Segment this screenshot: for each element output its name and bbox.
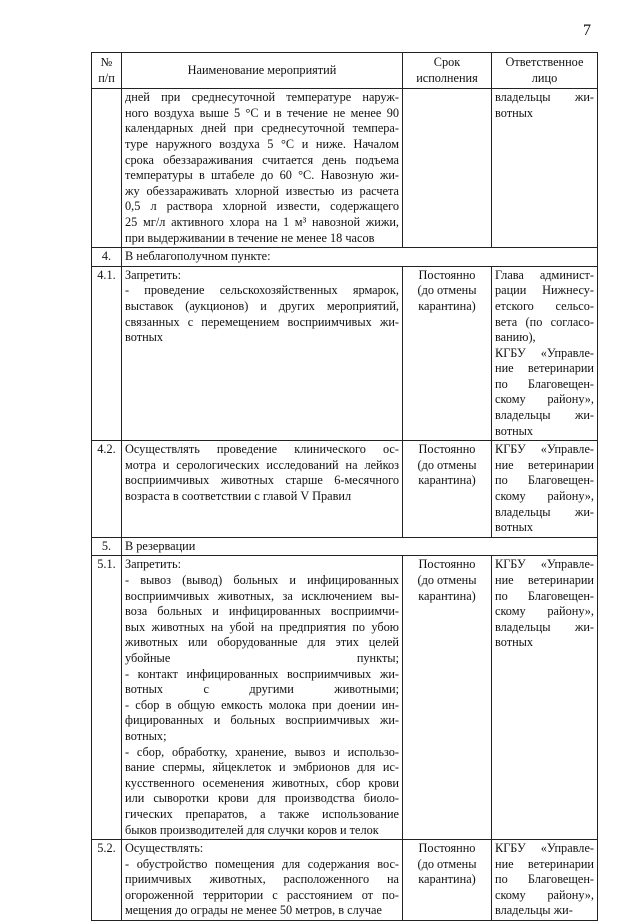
text-line: по Благовещен- [495, 376, 594, 391]
text-line: скому району», [495, 392, 594, 407]
continuation-term [403, 89, 492, 248]
text-line: скому району», [495, 887, 594, 902]
text-line: 0,5 л раствора хлорной извести, содержащего [125, 199, 399, 214]
text-line: скому району», [495, 489, 594, 504]
text-line: (до отмены [417, 283, 477, 298]
text-line: убойные пункты; [125, 650, 399, 665]
table-body [92, 89, 598, 921]
row-term [403, 266, 492, 441]
header-name: Наименование мероприятий [122, 53, 403, 89]
text-line: или сыворотки крови для производства биоло- [125, 791, 399, 806]
text-line: вотных [495, 520, 534, 535]
text-line: - вывоз (вывод) больных и инфицированных [125, 573, 399, 587]
continuation-num [92, 89, 122, 248]
text-line: - проведение сельскохозяйственных ярмарок, [125, 283, 399, 298]
text-line: - контакт инфицированных восприимчивых жи- [125, 666, 399, 681]
text-line: вотных [495, 635, 534, 650]
text-line: ние ветеринарии [495, 573, 594, 587]
header-term: Срок исполнения [403, 53, 492, 89]
text-line: кусственного осеменения животных, сбор крови [125, 775, 399, 790]
text-line: вета (по согласо- [495, 314, 594, 329]
text-line: мотра и серологических исследований на лейкоз [125, 457, 399, 472]
text-line: Постоянно [418, 267, 476, 282]
text-line: календарных дней при среднесуточной темпера- [125, 121, 399, 136]
text-line: 25 мг/л активного хлора на 1 м³ навозной жижи, [125, 214, 399, 229]
text-line: - сбор в общую емкость молока при доении ин- [125, 697, 399, 712]
text-line: (до отмены [417, 457, 477, 472]
page-number: 7 [583, 22, 591, 39]
section-row [92, 248, 598, 267]
text-line: Постоянно [418, 442, 476, 457]
row-measure [122, 266, 403, 441]
text-line: владельцы жи- [495, 619, 594, 634]
row-measure [122, 840, 403, 921]
text-line: ние ветеринарии [495, 856, 594, 871]
text-line: по Благовещен- [495, 588, 594, 603]
text-line: владельцы жи- [495, 504, 594, 519]
row-term [403, 441, 492, 538]
text-line: вотных [125, 330, 164, 345]
text-line: Осуществлять: [125, 841, 204, 856]
row-term [403, 556, 492, 840]
table-header-row [92, 53, 598, 89]
row-responsible [492, 840, 598, 921]
text-line: Постоянно [418, 557, 476, 572]
text-line: восприимчивых животных, за исключением вы- [125, 588, 399, 603]
section-num: 5. [92, 537, 122, 556]
text-line: владельцы жи- [495, 408, 594, 423]
text-line: вотных [495, 105, 534, 120]
text-line: КГБУ «Управле- [495, 345, 594, 360]
text-line: скому району», [495, 604, 594, 619]
text-line: ние ветеринарии [495, 361, 594, 376]
row-measure [122, 556, 403, 840]
text-line: вотных с другими животными; [125, 682, 399, 697]
text-line: туре наружного воздуха 5 °С и ниже. Началом [125, 136, 399, 151]
section-row [92, 537, 598, 556]
text-line: карантина) [418, 298, 476, 313]
text-line: вых животных на убой на предприятия по убою [125, 619, 399, 634]
section-title: В неблагополучном пункте: [122, 248, 598, 267]
continuation-resp [492, 89, 598, 248]
row-responsible [492, 441, 598, 538]
text-line: вотных [495, 423, 534, 438]
text-line: при выдерживании в течение не менее 18 часов [125, 230, 375, 245]
text-line: приимчивых животных, расположенного на [125, 872, 399, 887]
text-line: ванию), [495, 330, 536, 345]
header-resp: Ответственное лицо [492, 53, 598, 89]
row-num: 5.1. [92, 556, 122, 840]
text-line: температуры в штабеле до 60 °С. Навозную жи- [125, 168, 399, 183]
text-line: срока обеззараживания считается день подъема [125, 152, 399, 167]
text-line: восприимчивых животных старше 6-месячного [125, 473, 399, 488]
measures-table [91, 52, 598, 921]
text-line: гических препаратов, а также использование [125, 806, 399, 821]
text-line: дней при среднесуточной температуре наруж- [125, 90, 399, 105]
text-line: воза больных и инфицированных восприимчи- [125, 604, 399, 619]
text-line: ного воздуха выше 5 °С и в течение не менее 90 [125, 105, 399, 120]
row-measure [122, 441, 403, 538]
text-line: (до отмены [417, 856, 477, 871]
row-responsible [492, 556, 598, 840]
row-term [403, 840, 492, 921]
row-responsible [492, 266, 598, 441]
table-row [92, 556, 598, 840]
text-line: животных или оборудованные для этих целей [125, 635, 399, 650]
table-row [92, 266, 598, 441]
text-line: владельцы жи- [495, 903, 573, 918]
text-line: карантина) [418, 588, 476, 603]
text-line: по Благовещен- [495, 473, 594, 488]
text-line: мещения до ограды не менее 50 метров, в случае [125, 903, 382, 918]
text-line: огороженной территории с расстоянием от по- [125, 887, 399, 902]
text-line: Постоянно [418, 841, 476, 856]
text-line: ние ветеринарии [495, 457, 594, 472]
text-line: возраста в соответствии с главой V Правил [125, 489, 352, 504]
text-line: (до отмены [417, 573, 477, 587]
text-line: етского сельсо- [495, 298, 594, 313]
text-line: Запретить: [125, 557, 181, 572]
text-line: КГБУ «Управле- [495, 841, 594, 856]
text-line: рации Нижнесу- [495, 283, 594, 298]
section-num: 4. [92, 248, 122, 267]
text-line: карантина) [418, 872, 476, 887]
continuation-row [92, 89, 598, 248]
table-row [92, 840, 598, 921]
text-line: вание спермы, яйцеклеток и эмбрионов для ис- [125, 760, 399, 775]
text-line: связанных с перемещением восприимчивых жи- [125, 314, 399, 329]
text-line: выставок (аукционов) и других мероприятий, [125, 298, 399, 313]
text-line: Осуществлять проведение клинического ос- [125, 442, 399, 457]
row-num: 5.2. [92, 840, 122, 921]
row-num: 4.1. [92, 266, 122, 441]
text-line: Глава админист- [495, 267, 594, 282]
text-line: КГБУ «Управле- [495, 557, 594, 572]
text-line: Запретить: [125, 267, 181, 282]
row-num: 4.2. [92, 441, 122, 538]
text-line: жу обеззараживать хлорной известью из расчета [125, 183, 399, 198]
text-line: владельцы жи- [495, 90, 594, 105]
table-row [92, 441, 598, 538]
continuation-name [122, 89, 403, 248]
text-line: быков производителей для случки коров и телок [125, 822, 379, 837]
text-line: - сбор, обработку, хранение, вывоз и использо- [125, 744, 399, 759]
header-num: № п/п [92, 53, 122, 89]
text-line: вотных; [125, 728, 167, 743]
text-line: фицированных и больных восприимчивых жи- [125, 713, 399, 728]
text-line: по Благовещен- [495, 872, 594, 887]
text-line: - обустройство помещения для содержания вос- [125, 856, 399, 871]
section-title: В резервации [122, 537, 598, 556]
text-line: КГБУ «Управле- [495, 442, 594, 457]
text-line: карантина) [418, 473, 476, 488]
